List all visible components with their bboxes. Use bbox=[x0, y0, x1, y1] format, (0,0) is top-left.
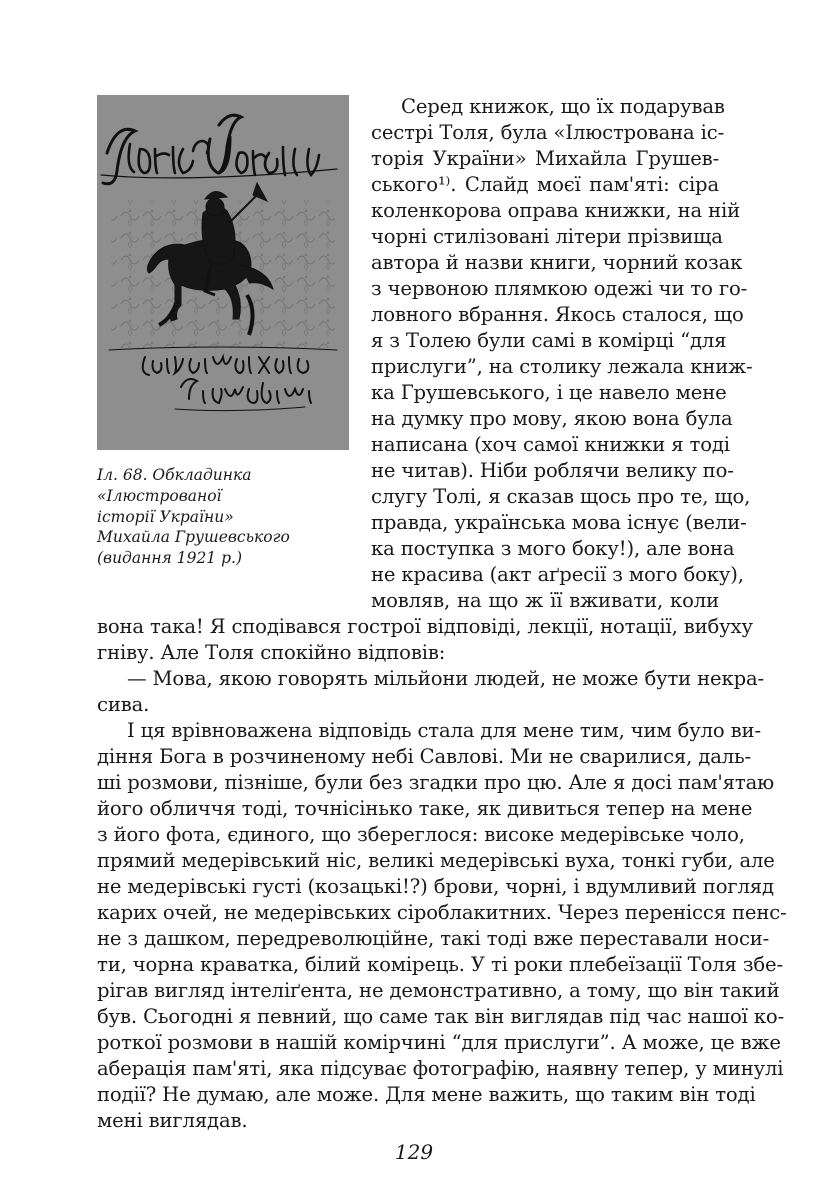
text-line: на думку про мову, якою вона була bbox=[371, 407, 733, 430]
text-line: рігав вигляд інтеліґента, не демонстративно, а тому, що він такий bbox=[97, 979, 780, 1002]
text-line: ші розмови, пізніше, були без згадки про цю. Але я досі пам'ятаю bbox=[97, 771, 775, 794]
text-line: роткої розмови в нашій комірчині “для прислуги”. А може, це вже bbox=[97, 1031, 781, 1054]
text-line: був. Сьогодні я певний, що саме так він виглядав під час нашої ко- bbox=[97, 1005, 785, 1028]
text-line: ка поступка з мого боку!), але вона bbox=[371, 537, 735, 560]
text-line: ловного вбрання. Якось сталося, що bbox=[371, 303, 744, 326]
text-line: ка Грушевського, і це навело мене bbox=[371, 381, 727, 404]
text-line: не красива (акт аґресії з мого боку), bbox=[371, 563, 744, 586]
caption-line: історії України» bbox=[97, 507, 234, 526]
text-line: з його фота, єдиного, що збереглося: високе медерівське чоло, bbox=[97, 823, 745, 846]
text-line: ського¹⁾. Слайд моєї пам'яті: сіра bbox=[371, 173, 719, 196]
text-line: діння Бога в розчиненому небі Савлові. Ми не сварилися, даль- bbox=[97, 745, 752, 768]
text-line: чорні стилізовані літери прізвища bbox=[371, 225, 723, 248]
caption-line: Михайла Грушевського bbox=[97, 528, 290, 547]
page-number: 129 bbox=[394, 1140, 434, 1164]
text-line: не читав). Ніби роблячи велику по- bbox=[371, 459, 734, 482]
book-cover-illustration bbox=[97, 95, 349, 450]
text-line: коленкорова оправа книжки, на ній bbox=[371, 199, 741, 222]
text-line: його обличчя тоді, точнісінько таке, як дивиться тепер на мене bbox=[97, 797, 753, 820]
text-line: написана (хоч самої книжки я тоді bbox=[371, 433, 730, 456]
caption-line: (видання 1921 р.) bbox=[97, 549, 242, 568]
text-line: слугу Толі, я сказав щось про те, що, bbox=[371, 485, 751, 508]
text-line: не з дашком, передреволюційне, такі тоді вже переставали носи- bbox=[97, 927, 770, 950]
text-line: я з Толею були самі в комірці “для bbox=[371, 329, 727, 352]
text-line: ти, чорна краватка, білий комірець. У ті роки плебеїзації Толя збе- bbox=[97, 953, 783, 976]
figure-caption bbox=[97, 465, 362, 569]
text-line: вона така! Я сподівався гострої відповіді, лекції, нотації, вибуху bbox=[97, 615, 753, 638]
text-line: — Мова, якою говорять мільйони людей, не може бути некра- bbox=[127, 667, 764, 690]
text-line: І ця врівноважена відповідь стала для мене тим, чим було ви- bbox=[127, 719, 761, 742]
text-line: події? Не думаю, але може. Для мене важить, що таким він тоді bbox=[97, 1083, 756, 1106]
text-line: аберація пам'яті, яка підсуває фотографію, наявну тепер, у минулі bbox=[97, 1057, 784, 1080]
text-line: мені виглядав. bbox=[97, 1109, 248, 1132]
text-line: сива. bbox=[97, 693, 150, 716]
text-line: карих очей, не медерівських сіроблакитних. Через перенісся пенс- bbox=[97, 901, 787, 924]
text-line: прислуги”, на столику лежала книж- bbox=[371, 355, 753, 378]
caption-line: Іл. 68. Обкладинка bbox=[97, 466, 252, 484]
cover-drawing bbox=[97, 95, 349, 450]
text-line: гніву. Але Толя спокійно відповів: bbox=[97, 641, 446, 664]
text-line: мовляв, на що ж її вживати, коли bbox=[371, 589, 719, 612]
text-line: Серед книжок, що їх подарував bbox=[401, 95, 725, 118]
text-line: правда, українська мова існує (вели- bbox=[371, 511, 747, 534]
text-line: прямий медерівський ніс, великі медерівські вуха, тонкі губи, але bbox=[97, 849, 775, 872]
text-line: сестрі Толя, була «Ілюстрована іс- bbox=[371, 121, 725, 144]
text-line: автора й назви книги, чорний козак bbox=[371, 251, 743, 274]
text-line: не медерівські густі (козацькі!?) брови, чорні, і вдумливий погляд bbox=[97, 875, 774, 898]
text-line: торія України» Михайла Грушев- bbox=[371, 147, 719, 170]
text-line: з червоною плямкою одежі чи то го- bbox=[371, 277, 748, 300]
caption-line: «Ілюстрованої bbox=[97, 486, 222, 505]
